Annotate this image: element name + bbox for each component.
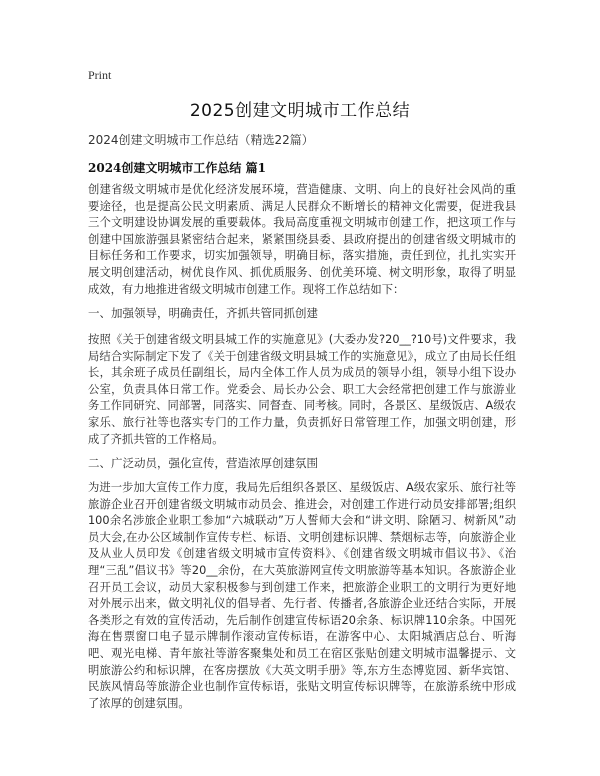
section-title: 2024创建文明城市工作总结 篇1 bbox=[88, 161, 266, 175]
print-label[interactable]: Print bbox=[88, 68, 112, 82]
body-paragraph-1: 按照《关于创建省级文明县城工作的实施意见》(大委办发?20__?10号)文件要求，我局结合实际制定下发了《关于创建省级文明县城工作的实施意见》，成立了由局长任组长，其余班子成员任副组长，局内全体工作人员为成员的领导小组，领导小组下设办公室，负责具体日常工作。党委会、局长办公会、职工大会经常把创建工作与旅游业务工作同研究、同部署，同落实、同督查、同考核。同时，各景区、星级饭店、A级农家乐、旅行社等也落实专门的工作力量，负责抓好日常管理工作，加强文明创建，形成了齐抓共管的工作格局。 bbox=[88, 333, 516, 446]
document-subtitle: 2024创建文明城市工作总结（精选22篇） bbox=[88, 133, 314, 147]
section-heading-2: 二、广泛动员，强化宣传，营造浓厚创建氛围 bbox=[88, 456, 318, 470]
section-heading-1: 一、加强领导，明确责任，齐抓共管同抓创建 bbox=[88, 306, 318, 320]
body-paragraph-2: 为进一步加大宣传工作力度，我局先后组织各景区、星级饭店、A级农家乐、旅行社等旅游企业召开创建省级文明城市动员会、推进会，对创建工作进行动员安排部署;组织100余名涉旅企业职工参加“六城联动”万人誓师大会和“讲文明、除陋习、树新风”动员大会,在办公区域制作宣传专栏、标语、文明创建标识牌、禁烟标志等，向旅游企业及从业人员印发《创建省级文明城市宣传资料》、《创建省级文明城市倡议书》、《治理“三乱”倡议书》等20__余份，在大英旅游网宣传文明旅游等基本知识。各旅游企业召开员工会议，动员大家积极参与到创建工作来，把旅游企业职工的文明行为更好地对外展示出来，做文明礼仪的倡导者、先行者、传播者,各旅游企业还结合实际，开展各类形之有效的宣传活动，先后制作创建宣传标语20余条、标识牌110余条。中国死海在售票窗口电子显示牌制作滚动宣传标语，在游客中心、太阳城酒店总台、听海吧、观光电梯、青年旅社等游客聚集处和员工在宿区张贴创建文明城市温馨提示、文明旅游公约和标识牌，在客房摆放《大英文明手册》等,东方生态博览园、新华宾馆、民族风情岛等旅游企业也制作宣传标语，张贴文明宣传标识牌等，在旅游系统中形成了浓厚的创建氛围。 bbox=[88, 481, 516, 710]
intro-paragraph: 创建省级文明城市是优化经济发展环境，营造健康、文明、向上的良好社会风尚的重要途径，也是提高公民文明素质、满足人民群众不断增长的精神文化需要，促进我县三个文明建设协调发展的重要载体。我局高度重视文明城市创建工作，把这项工作与创建中国旅游强县紧密结合起来，紧紧围绕县委、县政府提出的创建省级文明城市的目标任务和工作要求，切实加强领导，明确目标，落实措施，责任到位，扎扎实实开展文明创建活动，树优良作风、抓优质服务、创优美环境、树文明形象，取得了明显成效，有力地推进省级文明城市创建工作。现将工作总结如下： bbox=[88, 183, 516, 296]
document-title: 2025创建文明城市工作总结 bbox=[189, 101, 411, 121]
